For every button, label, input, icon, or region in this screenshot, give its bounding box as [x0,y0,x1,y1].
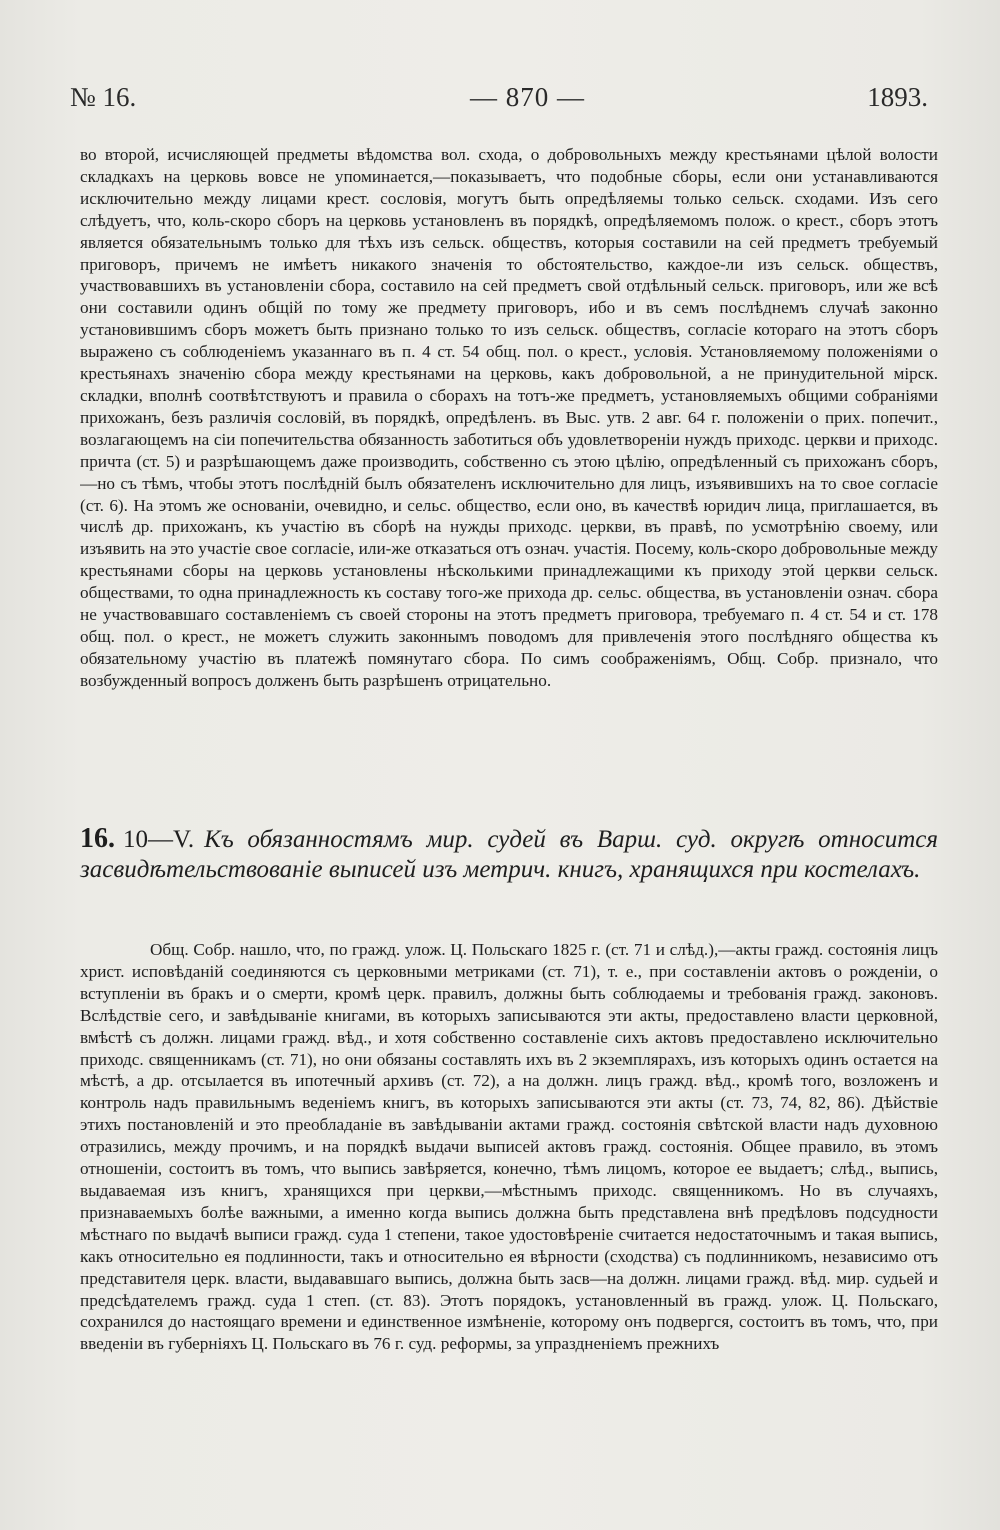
section-body [80,939,938,1449]
paragraph-body: Общ. Собр. нашло, что, по гражд. улож. Ц. Польскаго 1825 г. (ст. 71 и слѣд.),—акты гражд. состоянія лицъ христ. исповѣданій соединяются съ церковными метриками (ст. 71), т. е., при составленіи актовъ о рожденіи, о вступленіи въ бракъ и о смерти, кромѣ церк. правилъ, должны быть соблюдаемы и требованія гражд. законовъ. Вслѣдствіе сего, и завѣдываніе книгами, въ которыхъ записываются эти акты, предоставлено власти церковной, вмѣстѣ съ должн. лицами гражд. вѣд., и хотя собственно составленіе сихъ актовъ предоставлено исключительно приходс. священникамъ (ст. 71), но они обязаны составлять ихъ въ 2 экземплярахъ, изъ которыхъ одинъ остается на мѣстѣ, а др. отсылается въ ипотечный архивъ (ст. 72), а на должн. лицъ гражд. вѣд., кромѣ того, возложенъ и контроль надъ правильнымъ веденіемъ книгъ, въ которыхъ записываются эти акты (ст. 73, 74, 82, 86). Дѣйствіе этихъ постановленій и это преобладаніе въ завѣдываніи актами гражд. состоянія свѣтской власти надъ духовною отразились, между прочимъ, и на порядкѣ выдачи выписей актовъ гражд. состоянія. Общее правило, въ этомъ отношеніи, состоитъ въ томъ, что выпись завѣряется, конечно, тѣмъ лицомъ, которое ее выдаетъ; слѣд., выпись, выдаваемая изъ книгъ, хранящихся при церкви,—мѣстнымъ приходс. священникомъ. Но въ случаяхъ, признаваемыхъ болѣе важными, а именно когда выпись должна быть представлена внѣ предѣловъ подсудности мѣстнаго по выдачѣ выписи гражд. суда 1 степени, такое удостовѣреніе считается недостаточнымъ и такая выпись, какъ относительно ея подлинности, такъ и относительно ея вѣрности (сходства) съ подлинникомъ, независимо отъ представителя церк. власти, выдававшаго выпись, должна быть засв—на должн. лицами гражд. вѣд. мир. судьей и предсѣдателемъ гражд. суда 1 степ. (ст. 83). Этотъ порядокъ, установленный въ гражд. улож. Ц. Польскаго, сохранился до настоящаго времени и единственное измѣненіе, которому онъ подвергся, состоитъ въ томъ, что, при введеніи въ губерніяхъ Ц. Польскаго въ 76 г. суд. реформы, за упраздненіемъ прежнихъ [80,940,938,1354]
page-header [70,82,928,122]
section-heading [80,824,938,908]
section-date: 10—V. [123,826,195,853]
year: 1893. [867,82,928,112]
continued-paragraph-block [80,144,938,784]
section-heading-text: Къ обязанностямъ мир. судей въ Варш. суд. округѣ относится засвидѣтельствованіе выписей изъ метрич. книгъ, хранящихся при костелахъ. [80,826,938,883]
paragraph-continued: во второй, исчисляющей предметы вѣдомства вол. схода, о добровольныхъ между крестьянами цѣлой волости складкахъ на церковь вовсе не упоминается,—показываетъ, что подобные сборы, если они устанавливаются исключительно между лицами крест. сословія, могутъ быть опредѣляемы только сельск. сходами. Изъ сего слѣдуетъ, что, коль-скоро сборъ на церковь установленъ въ порядкѣ, опредѣляемомъ полож. о крест., сборъ этотъ является обязательнымъ только для тѣхъ изъ сельск. обществъ, которыя составили на сей предметъ требуемый приговоръ, причемъ не имѣетъ никакого значенія то обстоятельство, каждое-ли изъ сельск. обществъ, участвовавшихъ въ установленіи сбора, составило на сей предметъ свой отдѣльный сельск. приговоръ, или же всѣ они составили одинъ общій по тому же предмету приговоръ, ибо и въ семъ послѣднемъ случаѣ законно установившимъ сборъ можетъ быть признано только то изъ сельск. обществъ, согласіе котораго на этотъ сборъ выражено съ соблюденіемъ указаннаго въ п. 4 ст. 54 общ. пол. о крест., условія. Установляемому положеніями о крестьянахъ значенію сбора между крестьянами на церковь, какъ добровольной, а не принудительной мірск. складки, вполнѣ соотвѣтствуютъ и правила о сборахъ на тотъ-же предметъ, установляемыхъ общими собраніями прихожанъ, безъ различія сословій, въ порядкѣ, опредѣленъ. въ Выс. утв. 2 авг. 64 г. положеніи о прих. попечит., возлагающемъ на сіи попечительства обязанность заботиться объ удовлетвореніи нуждъ приходс. церкви и приходс. причта (ст. 5) и разрѣшающемъ даже производить, собственно съ этою цѣлію, опредѣленный съ прихожанъ сборъ,—но съ тѣмъ, чтобы этотъ послѣдній былъ обязателенъ исключительно для лицъ, изъявившихъ на то свое согласіе (ст. 6). На этомъ же основаніи, очевидно, и сельс. общество, если оно, въ качествѣ юридич лица, приглашается, въ числѣ др. прихожанъ, къ участію въ сборѣ на нужды приходс. церкви, въ правѣ, по усмотрѣнію своему, или изъявить на это участіе свое согласіе, или-же отказаться отъ означ. участія. Посему, коль-скоро добровольные между крестьянами сборы на церковь установлены нѣсколькими принадлежащими къ приходу этой церкви сельск. обществами, то одна принадлежность къ составу того-же прихода др. сельс. общества, въ установленіи означ. сбора не участвовавшаго составленіемъ съ своей стороны на этотъ предметъ приговора, требуемаго п. 4 ст. 54 и ст. 178 общ. пол. о крест., не можетъ служить законнымъ поводомъ для привлеченія этого послѣдняго общества къ обязательному участію въ платежѣ помянутаго сбора. По симъ соображеніямъ, Общ. Собр. признало, что возбужденный вопросъ долженъ быть разрѣшенъ отрицательно. [80,145,938,690]
section-number: 16. [80,823,115,854]
issue-number: № 16. [70,82,137,112]
page-number: — 870 — [470,82,585,112]
